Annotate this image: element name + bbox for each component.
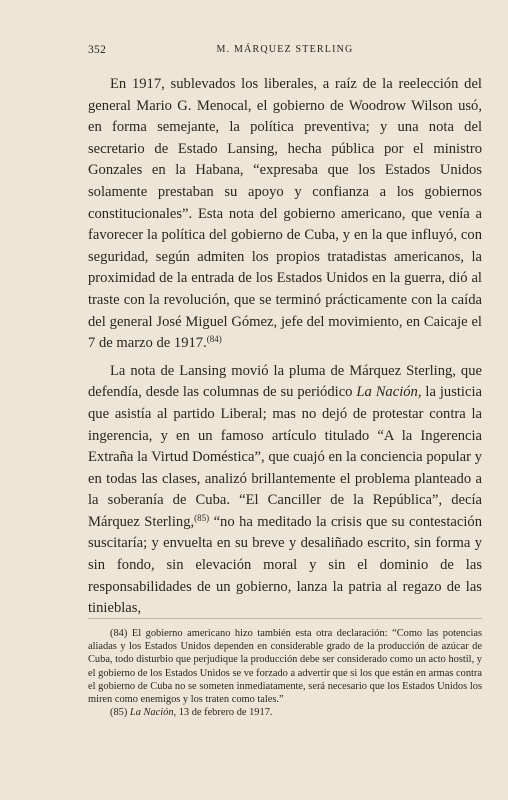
page-header [88, 44, 482, 60]
running-head: M. MÁRQUEZ STERLING [216, 44, 354, 55]
body-text [88, 74, 482, 620]
newspaper-title: La Nación, [356, 384, 422, 401]
footnote-85-source: La Nación, [129, 707, 177, 719]
paragraph-1-text: En 1917, sublevados los liberales, a raíz de la reelección del general Mario G. Menocal, el gobierno de Woodrow Wilson usó, en forma semejante, la política preventiva; y una nota del secretario de Estado Lansing, hecha pública por el ministro Gonzales en la Habana, “expresaba que los Estados Unidos solamente prestaban su apoyo y confianza a los gobiernos constitucionales”. Esta nota del gobierno americano, que venía a favorecer la política del gobierno de Cuba, y en la que influyó, con seguridad, según admiten los propios tratadistas americanos, la proximidad de la entrada de los Estados Unidos en la guerra, dió al traste con la revolución, que se terminó prácticamente con la caída del general José Miguel Gómez, jefe del movimiento, en Caicaje el 7 de marzo de 1917. [88, 76, 482, 352]
paragraph-2-part-c: “no ha meditado la crisis que su contestación suscitaría; y envuelta en su breve y desaliñado escrito, sin forma y sin fondo, sin elevación moral y sin el dominio de las responsabilidades de un gobierno, lanza la patria al regazo de las tinieblas, [88, 513, 483, 617]
footnote-85-number: (85) [110, 707, 128, 719]
footnotes [88, 627, 482, 719]
footnote-84: (84) El gobierno americano hizo también esta otra declaración: “Como las potencias aliadas y los Estados Unidos dependen en considerable grado de la producción de azúcar de Cuba, todo disturbio que perjudique la producción debe ser considerado como un acto hostil, y el gobierno de los Estados Unidos se ve forzado a advertir que si los que están en armas contra el gobierno de Cuba no se someten inmediatamente, será necesario que los Estados Unidos los miren como enemigos y los traten como tales.” [88, 628, 482, 706]
paragraph-1 [88, 74, 482, 355]
footnote-85 [88, 706, 482, 719]
paragraph-2-part-a: La nota de Lansing movió la pluma de Márquez Sterling, que defendía, desde las columnas de su periódico [88, 362, 482, 401]
footnote-ref-85: (85) [194, 512, 210, 523]
footnote-ref-84: (84) [206, 334, 222, 345]
paragraph-2 [88, 361, 482, 620]
footnote-85-date: 13 de febrero de 1917. [178, 707, 273, 719]
footnote-separator [88, 618, 482, 619]
page-number: 352 [88, 44, 107, 56]
paragraph-2-part-b: la justicia que asistía al partido Liberal; mas no dejó de protestar contra la ingerencia, y en un famoso artículo titulado “A la Ingerencia Extraña la Virtud Doméstica”, que cuajó en la conciencia popular y en todas las clases, analizó brillantemente el problema planteado a la soberanía de Cuba. “El Canciller de la República”, decía Márquez Sterling, [88, 384, 482, 530]
